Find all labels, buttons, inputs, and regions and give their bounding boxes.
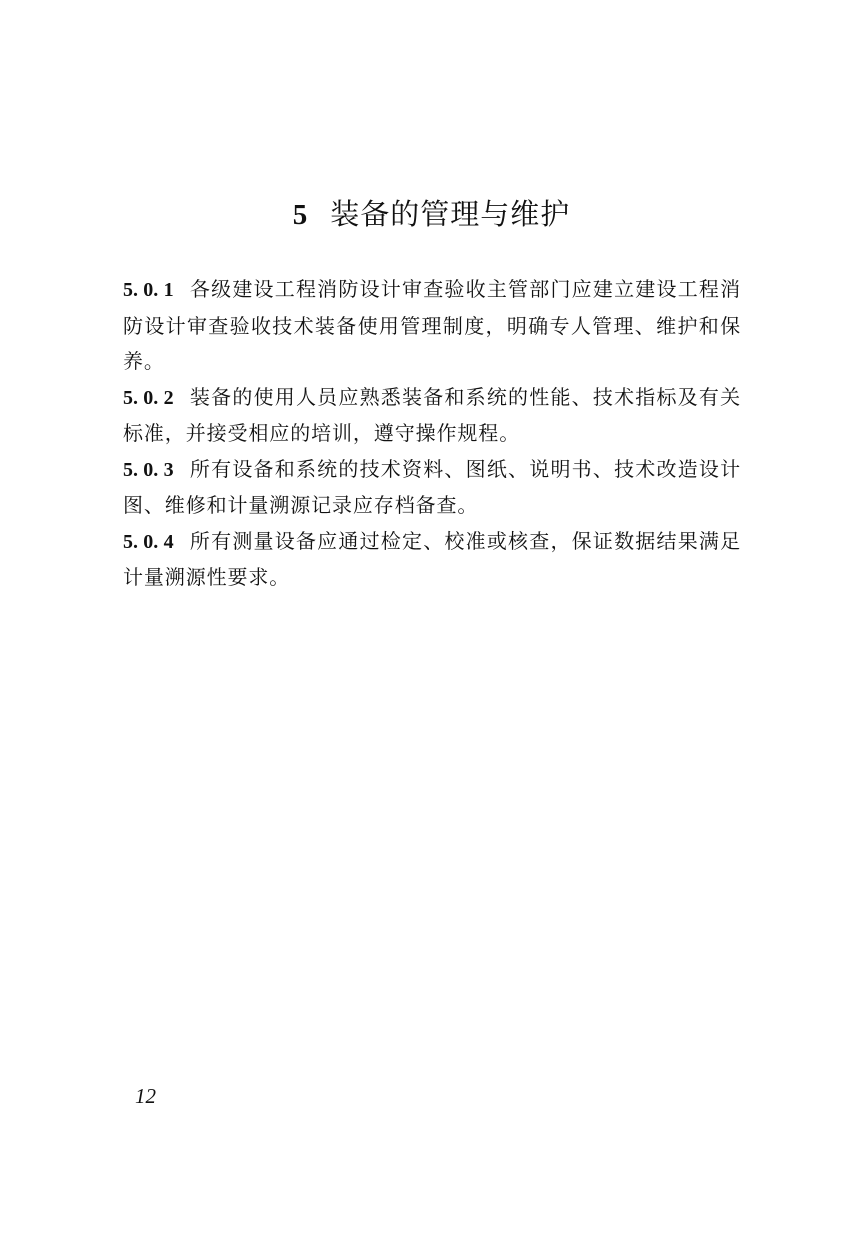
clause-5-0-2	[123, 380, 741, 452]
chapter-title	[0, 194, 863, 235]
clause-text: 装备的使用人员应熟悉装备和系统的性能、技术指标及有关标准，并接受相应的培训，遵守操作规程。	[123, 384, 742, 445]
clause-5-0-4	[123, 524, 741, 596]
clause-5-0-3	[123, 452, 741, 524]
clause-list	[123, 272, 741, 596]
page-number: 12	[135, 1084, 156, 1108]
chapter-title-text: 装备的管理与维护	[330, 197, 571, 231]
clause-text: 所有测量设备应通过检定、校准或核查，保证数据结果满足计量溯源性要求。	[123, 528, 742, 589]
clause-number: 5. 0. 4	[123, 530, 174, 553]
clause-number: 5. 0. 1	[123, 279, 174, 301]
clause-5-0-1	[123, 272, 741, 380]
clause-number: 5. 0. 3	[123, 458, 174, 481]
clause-text: 各级建设工程消防设计审查验收主管部门应建立建设工程消防设计审查验收技术装备使用管理制度，明确专人管理、维护和保养。	[123, 277, 742, 373]
chapter-number: 5	[292, 199, 309, 231]
clause-number: 5. 0. 2	[123, 386, 174, 409]
clause-text: 所有设备和系统的技术资料、图纸、说明书、技术改造设计图、维修和计量溯源记录应存档备查。	[123, 456, 742, 517]
